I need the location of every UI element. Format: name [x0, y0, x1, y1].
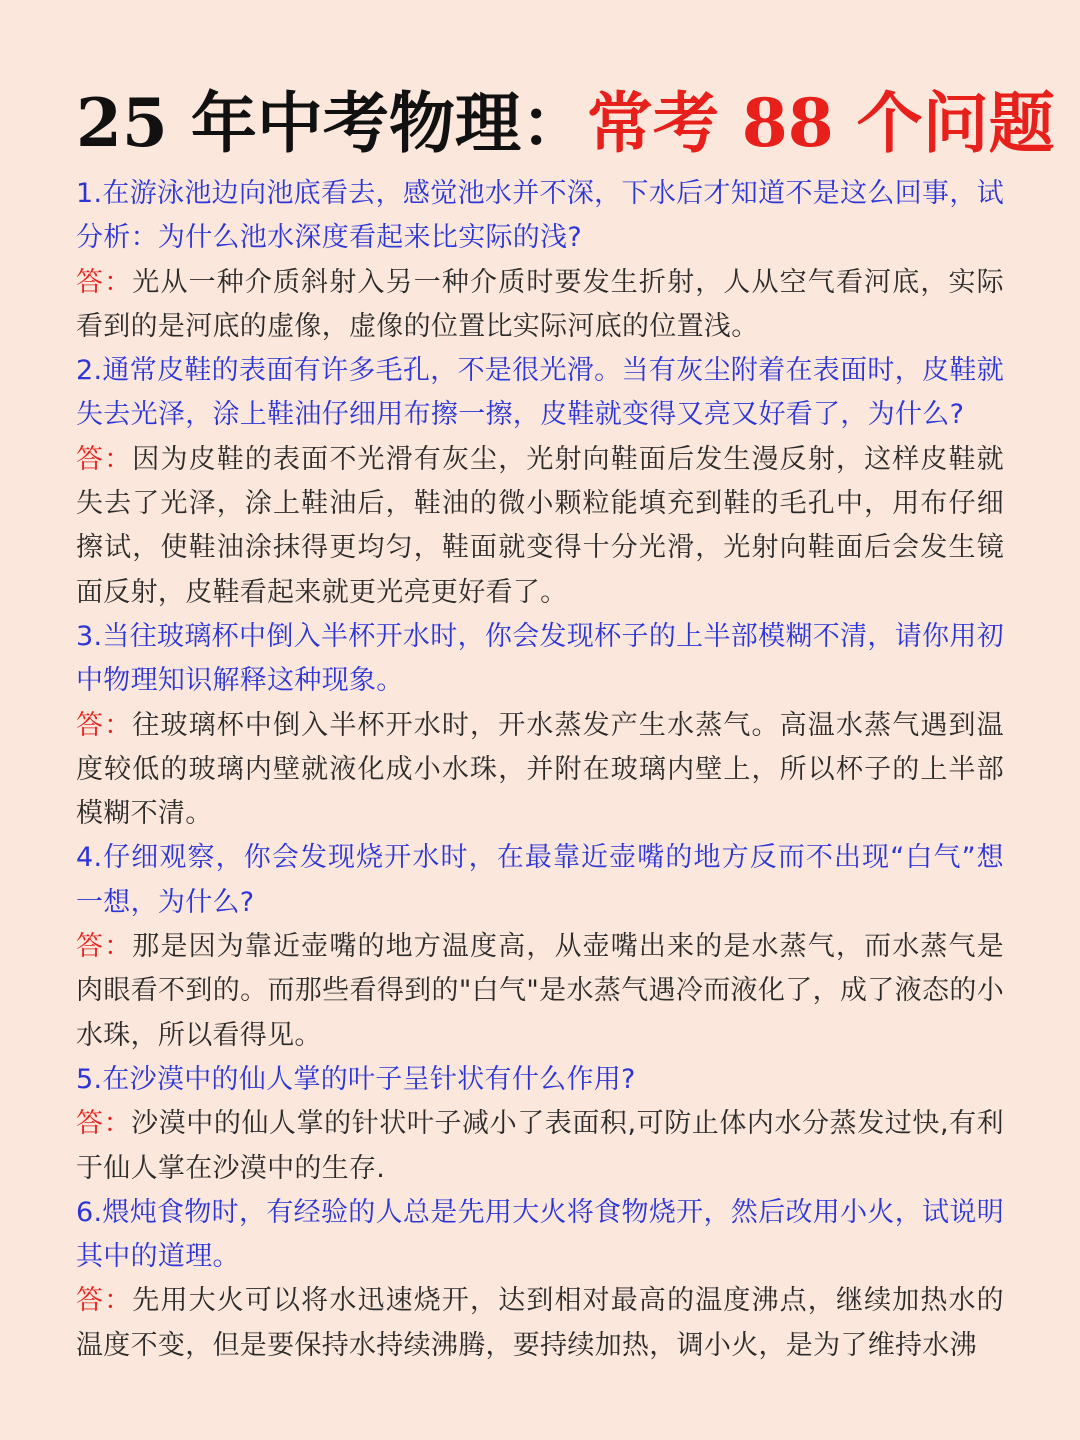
qa-item-6: [76, 1191, 1004, 1368]
qa-item-4: [76, 836, 1004, 1057]
answer-label: 答：: [76, 709, 133, 741]
answer-text: 那是因为靠近壶嘴的地方温度高，从壶嘴出来的是水蒸气，而水蒸气是肉眼看不到的。而那些看得到的"白气"是水蒸气遇冷而液化了，成了液态的小水珠，所以看得见。: [76, 931, 1004, 1051]
page-title: [76, 0, 1055, 172]
title-highlight: 常考 88 个问题: [586, 84, 1055, 162]
answer-text: 先用大火可以将水迅速烧开，达到相对最高的温度沸点，继续加热水的温度不变，但是要保持水持续沸腾，要持续加热，调小火，是为了维持水沸: [76, 1285, 1004, 1361]
answer-label: 答：: [76, 1108, 132, 1140]
qa-item-5: [76, 1058, 1004, 1191]
qa-item-2: [76, 349, 1004, 615]
question-6: 6.煨炖食物时，有经验的人总是先用大火将食物烧开，然后改用小火，试说明其中的道理。: [76, 1196, 1004, 1273]
answer-4: [76, 925, 1004, 1058]
title-prefix: 25 年中考物理：: [76, 84, 587, 162]
answer-text: 因为皮鞋的表面不光滑有灰尘，光射向鞋面后发生漫反射，这样皮鞋就失去了光泽，涂上鞋油后，鞋油的微小颗粒能填充到鞋的毛孔中，用布仔细擦试，使鞋油涂抹得更均匀，鞋面就变得十分光滑，光射向鞋面后会发生镜面反射，皮鞋看起来就更光亮更好看了。: [76, 443, 1004, 608]
answer-6: [76, 1279, 1004, 1368]
answer-text: 往玻璃杯中倒入半杯开水时，开水蒸发产生水蒸气。高温水蒸气遇到温度较低的玻璃内壁就液化成小水珠，并附在玻璃内壁上，所以杯子的上半部模糊不清。: [76, 709, 1004, 830]
question-4: 4.仔细观察，你会发现烧开水时，在最靠近壶嘴的地方反而不出现“白气”想一想，为什么?: [76, 842, 1004, 918]
answer-label: 答：: [76, 266, 133, 298]
answer-1: [76, 261, 1004, 350]
question-2: 2.通常皮鞋的表面有许多毛孔，不是很光滑。当有灰尘附着在表面时，皮鞋就失去光泽，涂上鞋油仔细用布擦一擦，皮鞋就变得又亮又好看了，为什么?: [76, 355, 1004, 431]
answer-3: [76, 704, 1004, 837]
answer-label: 答：: [76, 931, 133, 963]
qa-item-1: [76, 172, 1004, 349]
answer-2: [76, 438, 1004, 615]
question-1: 1.在游泳池边向池底看去，感觉池水并不深，下水后才知道不是这么回事，试分析：为什么池水深度看起来比实际的浅?: [76, 178, 1004, 254]
answer-text: 光从一种介质斜射入另一种介质时要发生折射，人从空气看河底，实际看到的是河底的虚像，虚像的位置比实际河底的位置浅。: [76, 266, 1004, 342]
answer-label: 答：: [76, 443, 133, 475]
answer-5: [76, 1102, 1004, 1191]
qa-item-3: [76, 615, 1004, 836]
answer-label: 答：: [76, 1285, 133, 1317]
question-3: 3.当往玻璃杯中倒入半杯开水时，你会发现杯子的上半部模糊不清，请你用初中物理知识解释这种现象。: [76, 620, 1004, 697]
question-5: 5.在沙漠中的仙人掌的叶子呈针状有什么作用?: [76, 1063, 636, 1095]
answer-text: 沙漠中的仙人掌的针状叶子减小了表面积,可防止体内水分蒸发过快,有利于仙人掌在沙漠中的生存.: [76, 1108, 1004, 1184]
